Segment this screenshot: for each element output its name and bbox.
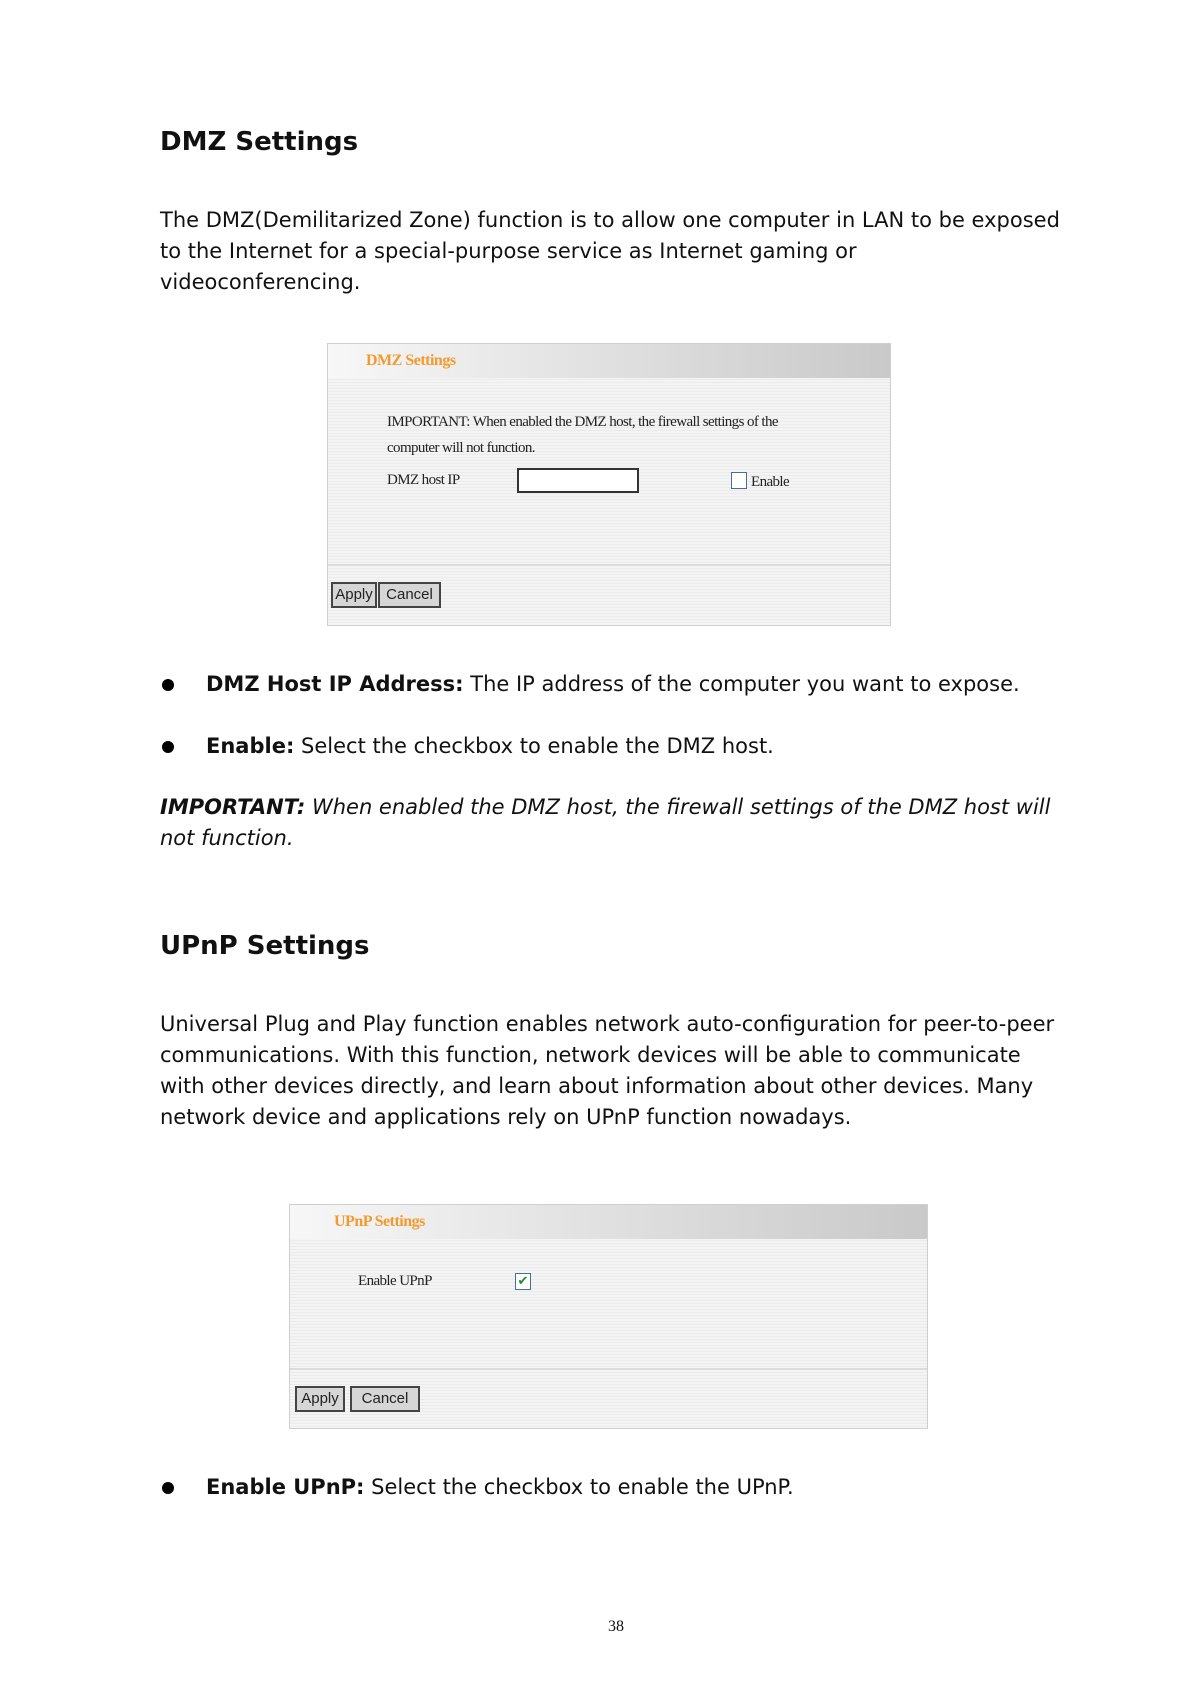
list-item: DMZ Host IP Address: The IP address of the computer you want to expose. <box>160 669 1060 700</box>
upnp-enable-checkbox[interactable]: ✔ <box>515 1273 531 1290</box>
list-item: Enable: Select the checkbox to enable the DMZ host. <box>160 731 1060 762</box>
dmz-enable-label: Enable <box>751 474 790 490</box>
dmz-important-note: IMPORTANT: When enabled the DMZ host, the firewall settings of the DMZ host will not function. <box>160 795 1051 850</box>
upnp-settings-panel <box>289 1204 928 1429</box>
divider <box>290 1368 927 1370</box>
upnp-cancel-button[interactable]: Cancel <box>350 1386 420 1412</box>
dmz-enable-checkbox[interactable] <box>731 472 747 489</box>
dmz-intro: The DMZ(Demilitarized Zone) function is to allow one computer in LAN to be exposed to the Internet for a special-purpose service as Internet gaming or videoconferencing. <box>160 208 1060 294</box>
page-number: 38 <box>608 1618 624 1635</box>
dmz-important-line2: computer will not function. <box>387 440 535 456</box>
dmz-heading: DMZ Settings <box>160 127 359 157</box>
dmz-panel-title: DMZ Settings <box>328 344 890 378</box>
dmz-important-line1: IMPORTANT: When enabled the DMZ host, the firewall settings of the <box>387 414 778 430</box>
upnp-panel-title: UPnP Settings <box>290 1205 927 1239</box>
upnp-apply-button[interactable]: Apply <box>295 1386 345 1412</box>
dmz-host-ip-label: DMZ host IP <box>387 472 460 488</box>
upnp-enable-label: Enable UPnP <box>358 1273 432 1289</box>
dmz-apply-button[interactable]: Apply <box>331 582 377 608</box>
list-item: Enable UPnP: Select the checkbox to enable the UPnP. <box>160 1472 1060 1503</box>
divider <box>328 564 890 566</box>
upnp-heading: UPnP Settings <box>160 931 370 961</box>
dmz-host-ip-input[interactable] <box>517 468 639 493</box>
dmz-settings-panel <box>327 343 891 626</box>
upnp-intro: Universal Plug and Play function enables network auto-configuration for peer-to-peer communications. With this function, network devices will be able to communicate with other devices directly, and learn about information about other devices. Many network device and applications rely on UPnP function nowadays. <box>160 1012 1055 1129</box>
dmz-cancel-button[interactable]: Cancel <box>378 582 441 608</box>
